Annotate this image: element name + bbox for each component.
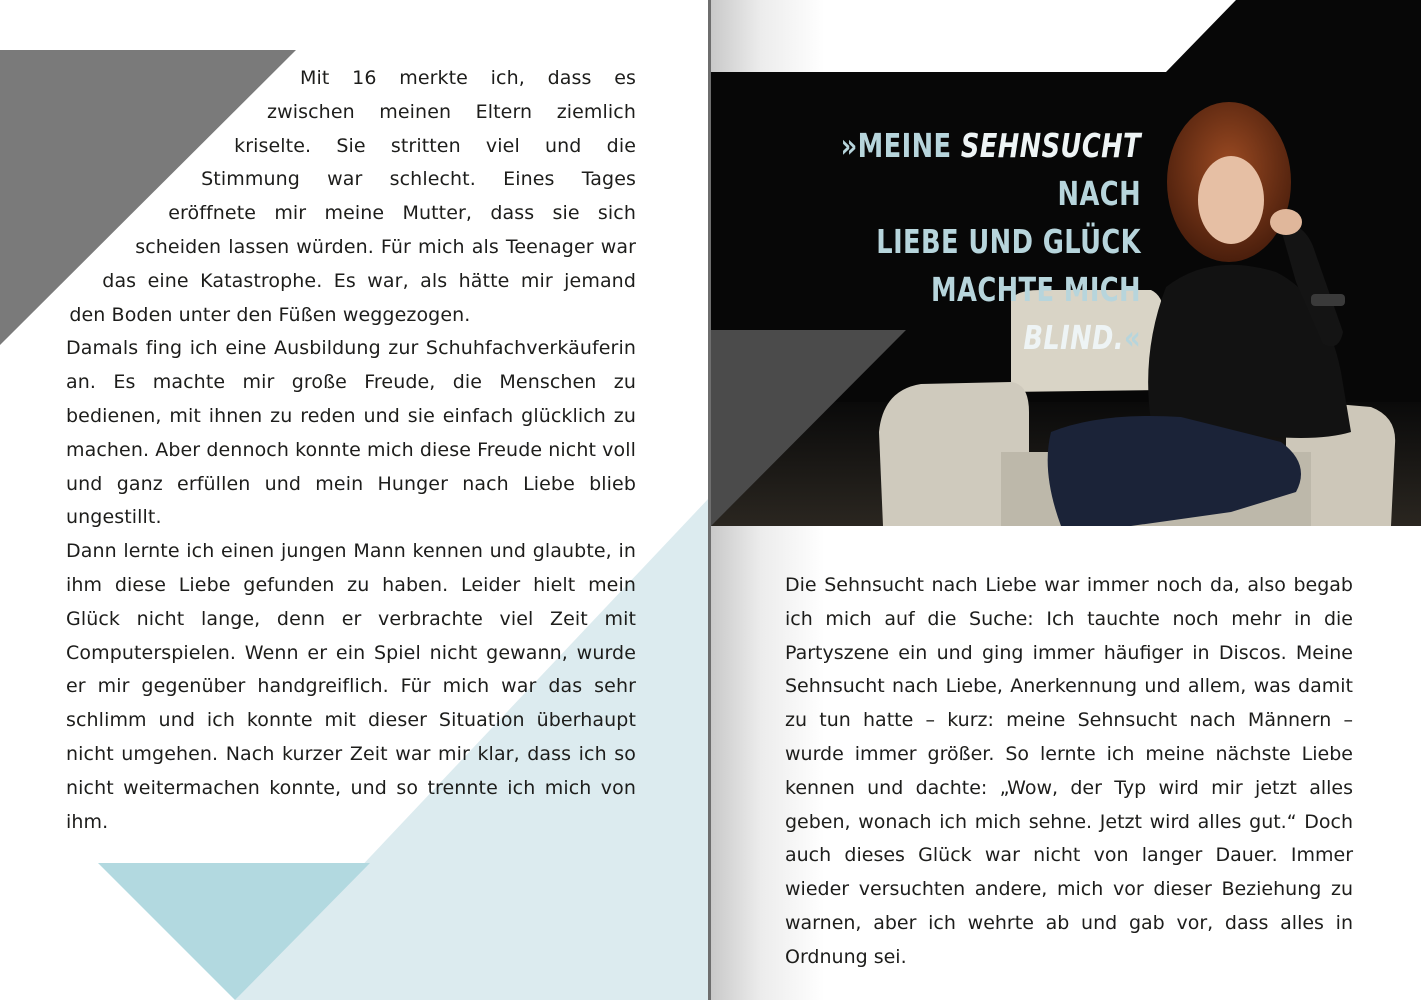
left-paragraph-3: Dann lernte ich einen jungen Mann kennen und glaubte, in ihm diese Liebe gefunden zu haben. Leider hielt mein Glück nicht lange, denn er verbrachte viel Zeit mit Computerspielen. Wenn er ein Spiel nicht gewann, wurde er mir gegenüber handgreiflich. Für mich war das sehr schlimm und ich konnte mit dieser Situation überhaupt nicht umgehen. Nach kurzer Zeit war mir klar, dass ich so nicht weitermachen konnte, und so trennte ich mich von ihm. [66,540,636,833]
right-page [711,0,1421,1000]
quote-line-1: »MEINE SEHNSUCHT NACH [840,126,1141,213]
left-paragraph-2: Damals fing ich eine Ausbildung zur Schuhfachverkäuferin an. Es machte mir große Freude, die Menschen zu bedienen, mit ihnen zu reden und sie einfach glücklich zu machen. Aber dennoch konnte mich diese Freude nicht voll und ganz erfüllen und mein Hunger nach Liebe blieb ungestillt. [66,337,637,529]
right-paragraph: Die Sehnsucht nach Liebe war immer noch da, also begab ich mich auf die Suche: Ich tauchte noch mehr in die Partyszene ein und ging immer häufiger in Discos. Meine Sehnsucht nach Liebe, Anerkennung und allem, was damit zu tun hatte – kurz: meine Sehnsucht nach Männern – wurde immer größer. So lernte ich meine nächste Liebe kennen und dachte: „Wow, der Typ wird mir jetzt alles geben, wonach ich mich sehne. Jetzt wird alles gut.“ Doch auch dieses Glück war nicht von langer Dauer. Immer wieder versuchten andere, mich vor dieser Beziehung zu warnen, aber ich wehrte ab und gab vor, dass alles in Ordnung sei. [785,574,1353,968]
photo-panel [711,72,1421,526]
left-body-text [66,62,636,839]
quote-line-2: LIEBE UND GLÜCK [876,222,1141,261]
left-page [0,0,709,1000]
right-body-text [785,569,1353,975]
quote-line-3: MACHTE MICH BLIND.« [931,270,1141,357]
black-top-triangle [1166,0,1421,72]
left-paragraph-1: Mit 16 merkte ich, dass es zwischen meinen Eltern ziemlich kriselte. Sie stritten viel und die Stimmung war schlecht. Eines Tages eröffnete mir meine Mutter, dass sie sich scheiden lassen würden. Für mich als Teenager war das eine Katastrophe. Es war, als hätte mir jemand den Boden unter den Füßen weggezogen. [69,67,636,326]
pull-quote [837,122,1141,362]
